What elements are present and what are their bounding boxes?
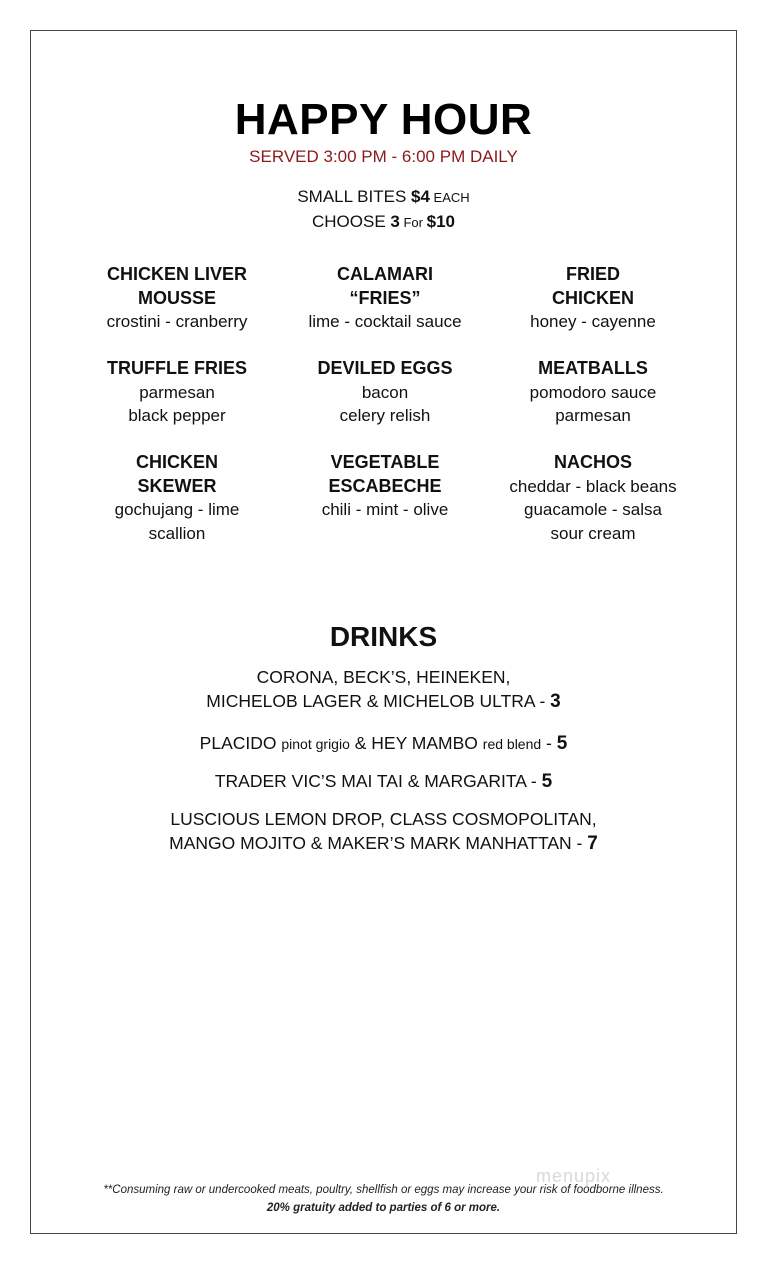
menu-item <box>483 357 703 428</box>
item-description: black pepper <box>128 406 226 425</box>
item-description: bacon <box>361 382 409 402</box>
bites-row <box>31 451 736 561</box>
choose-count: 3 <box>390 212 400 231</box>
menu-item <box>483 263 703 334</box>
item-description: pomodoro sauce <box>529 382 657 402</box>
small-bites-label: SMALL BITES <box>297 187 412 206</box>
drink-line: MANGO MOJITO & MAKER’S MARK MANHATTAN - 7 <box>169 833 598 854</box>
small-bites-price: $4 <box>411 187 430 206</box>
drink-price: 5 <box>556 733 568 754</box>
item-name: CHICKEN SKEWER <box>135 452 218 496</box>
item-description: scallion <box>148 523 206 543</box>
drink-price: 7 <box>587 833 598 854</box>
menu-page <box>30 30 737 1234</box>
menu-item <box>275 263 495 334</box>
served-hours: SERVED 3:00 PM - 6:00 PM DAILY <box>249 147 518 166</box>
item-description: crostini - cranberry <box>106 312 248 331</box>
drink-price: 3 <box>550 691 561 712</box>
item-name: VEGETABLE ESCABECHE <box>328 452 442 496</box>
menu-item <box>67 451 287 545</box>
item-name: CHICKEN LIVER MOUSSE <box>106 264 247 308</box>
drink-line: LUSCIOUS LEMON DROP, CLASS COSMOPOLITAN, <box>170 809 597 829</box>
menu-item <box>275 357 495 428</box>
watermark-logo: menupix <box>536 1166 612 1186</box>
menu-title: HAPPY HOUR <box>234 95 533 144</box>
menu-item <box>67 357 287 428</box>
bites-row <box>31 263 736 357</box>
drink-item: PLACIDO pinot grigio & HEY MAMBO red blend - 5 <box>199 733 568 754</box>
drink-line: MICHELOB LAGER & MICHELOB ULTRA - 3 <box>206 691 561 712</box>
each-label: EACH <box>429 190 470 205</box>
item-description: gochujang - lime <box>114 500 240 519</box>
item-name: CALAMARI “FRIES” <box>337 264 433 308</box>
drink-price: 5 <box>541 771 553 792</box>
health-disclaimer: **Consuming raw or undercooked meats, poultry, shellfish or eggs may increase your risk of foodborne illness. <box>103 1184 664 1196</box>
bites-row <box>31 357 736 451</box>
menu-item <box>483 451 703 545</box>
small-bites-line <box>31 185 736 210</box>
item-name: MEATBALLS <box>538 358 648 378</box>
drink-item <box>31 807 736 856</box>
choose-line <box>31 210 736 235</box>
item-description: parmesan <box>555 406 631 425</box>
small-bites-grid <box>31 263 736 561</box>
menu-item <box>67 263 287 334</box>
item-description: parmesan <box>139 382 215 402</box>
item-name: TRUFFLE FRIES <box>107 358 247 378</box>
choose-label: CHOOSE <box>312 212 391 231</box>
menu-item <box>275 451 495 522</box>
item-description: chili - mint - olive <box>321 500 449 519</box>
gratuity-note: 20% gratuity added to parties of 6 or more. <box>266 1202 501 1214</box>
combo-price: $10 <box>426 212 455 231</box>
drink-line: CORONA, BECK’S, HEINEKEN, <box>256 667 511 687</box>
drink-item: TRADER VIC’S MAI TAI & MARGARITA - 5 <box>214 771 553 792</box>
for-label: For <box>399 215 427 230</box>
item-name: NACHOS <box>553 452 632 472</box>
item-name: FRIED CHICKEN <box>551 264 634 308</box>
item-description: celery relish <box>339 406 431 425</box>
item-name: DEVILED EGGS <box>317 358 453 378</box>
drinks-heading: DRINKS <box>329 621 438 652</box>
small-bites-pricing <box>31 185 736 235</box>
item-description: lime - cocktail sauce <box>308 312 462 331</box>
item-description: honey - cayenne <box>530 312 656 331</box>
item-description: guacamole - salsa <box>524 500 662 519</box>
drink-item <box>31 665 736 714</box>
item-description: sour cream <box>550 523 636 543</box>
item-description: cheddar - black beans <box>509 476 677 496</box>
